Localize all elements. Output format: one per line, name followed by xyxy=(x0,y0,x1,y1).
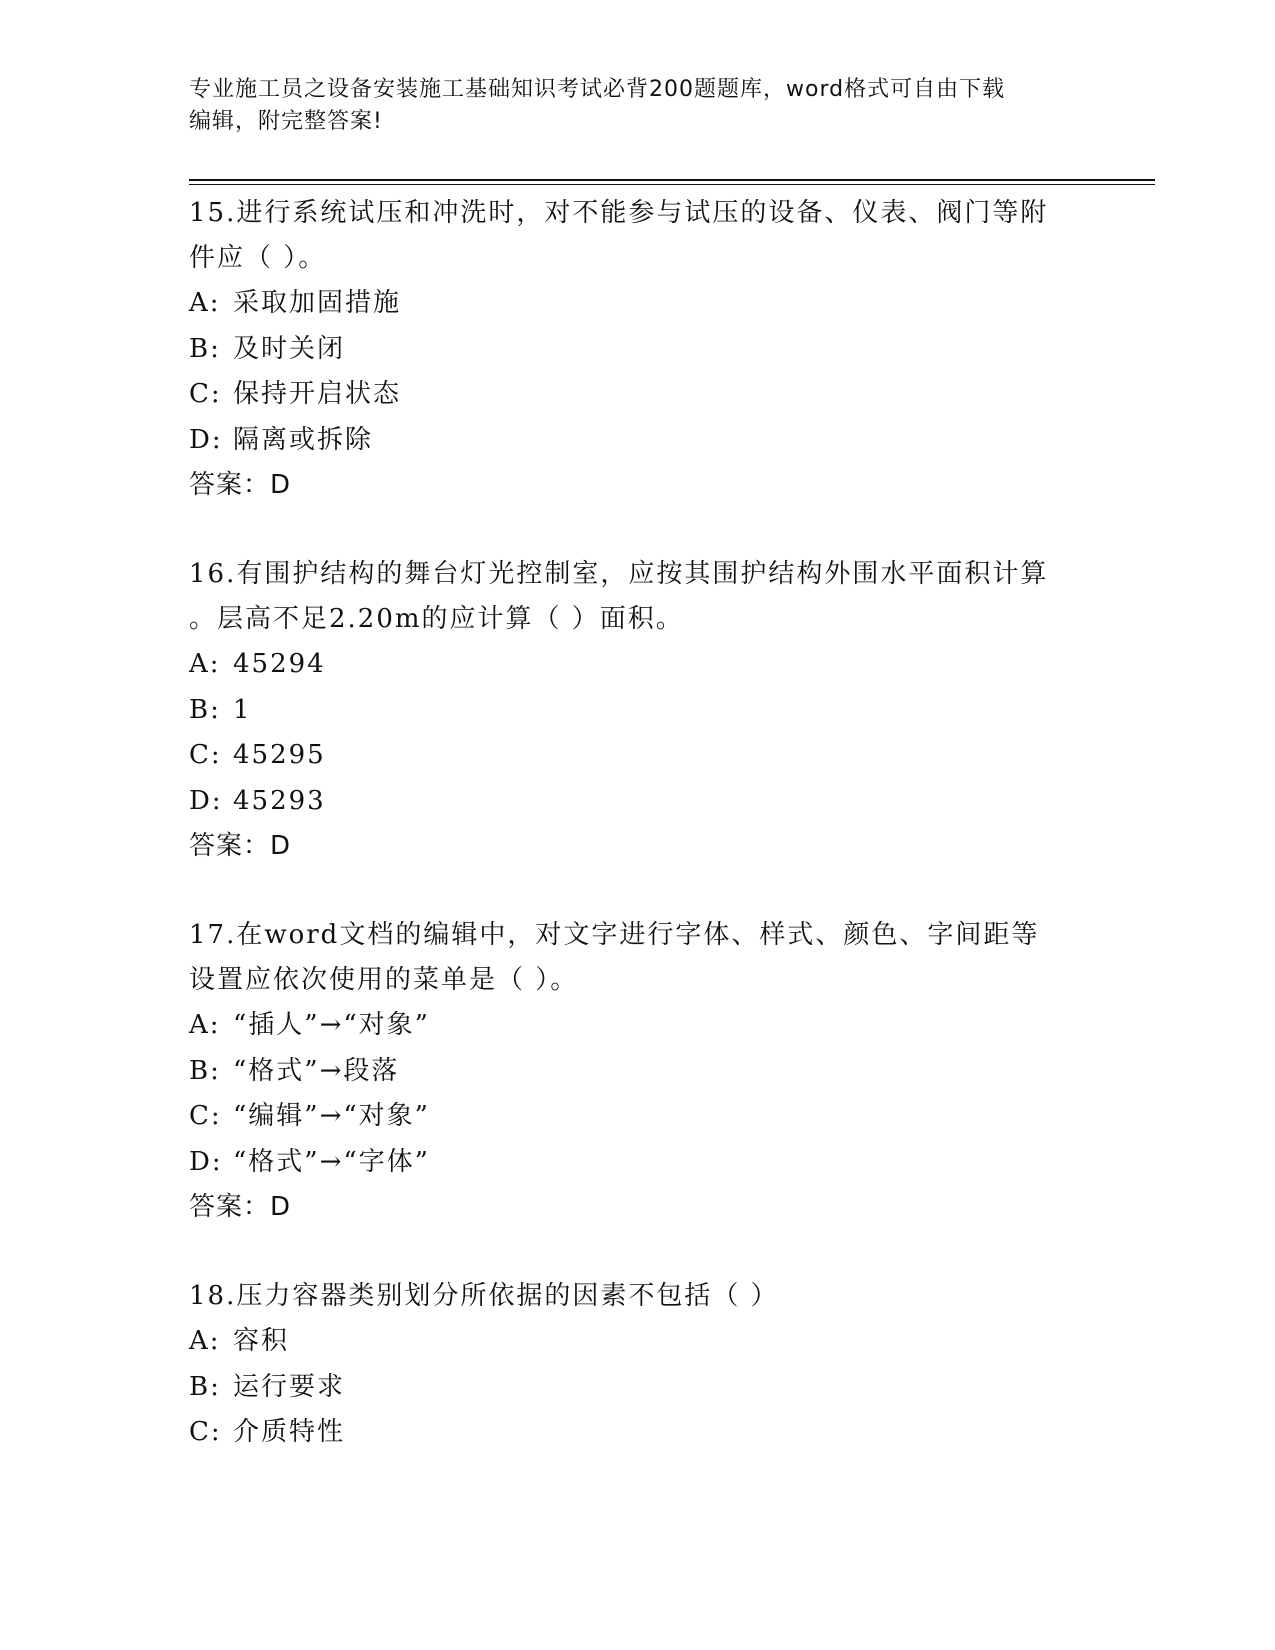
header-line-1: 专业施工员之设备安装施工基础知识考试必背200题题库，word格式可自由下载 xyxy=(189,77,1006,102)
question-16 xyxy=(189,552,1089,869)
option-text: 1 xyxy=(233,694,252,725)
option-b xyxy=(189,1049,1089,1095)
option-key: A: xyxy=(189,1326,221,1356)
option-text: 及时关闭 xyxy=(233,333,346,364)
option-key: A: xyxy=(189,1010,221,1040)
option-a xyxy=(189,281,1089,327)
question-list xyxy=(189,191,1089,1500)
option-key: C: xyxy=(189,740,222,770)
answer-line: 答案：D xyxy=(189,1192,292,1222)
option-key: D: xyxy=(189,1146,223,1177)
option-key: A: xyxy=(189,288,221,318)
option-c xyxy=(189,372,1089,418)
option-b xyxy=(189,688,1089,734)
answer-line: 答案：D xyxy=(189,470,292,500)
question-stem: 15.进行系统试压和冲洗时，对不能参与试压的设备、仪表、阀门等附 xyxy=(189,198,1049,228)
option-key: C: xyxy=(189,1101,222,1131)
option-key: C: xyxy=(189,379,222,409)
option-key: A: xyxy=(189,649,221,679)
option-d xyxy=(189,1140,1089,1186)
option-text: “插人”→“对象” xyxy=(233,1010,430,1040)
question-stem-continued: 件应（ ）。 xyxy=(189,243,327,273)
option-d xyxy=(189,418,1089,464)
option-b xyxy=(189,327,1089,373)
option-text: 容积 xyxy=(233,1326,290,1356)
option-key: B: xyxy=(189,1055,221,1086)
header-divider-thick xyxy=(189,179,1155,181)
option-key: B: xyxy=(189,694,221,725)
question-18 xyxy=(189,1274,1089,1456)
question-stem-continued: 。层高不足2.20m的应计算（ ）面积。 xyxy=(189,604,684,634)
option-c xyxy=(189,1094,1089,1140)
option-key: B: xyxy=(189,333,221,364)
question-17 xyxy=(189,913,1089,1230)
option-a xyxy=(189,1003,1089,1049)
option-text: 采取加固措施 xyxy=(233,288,402,318)
option-text: 隔离或拆除 xyxy=(233,424,374,455)
option-text: “格式”→“字体” xyxy=(233,1146,430,1177)
header-divider-thin xyxy=(189,184,1155,185)
option-c xyxy=(189,733,1089,779)
question-stem-continued: 设置应依次使用的菜单是（ ）。 xyxy=(189,965,579,995)
option-b xyxy=(189,1365,1089,1411)
option-a xyxy=(189,642,1089,688)
option-text: “格式”→段落 xyxy=(233,1055,400,1086)
option-a xyxy=(189,1319,1089,1365)
option-text: 保持开启状态 xyxy=(233,379,402,409)
question-stem: 17.在word文档的编辑中，对文字进行字体、样式、颜色、字间距等 xyxy=(189,920,1040,950)
option-key: C: xyxy=(189,1417,222,1447)
option-d xyxy=(189,779,1089,825)
answer-line: 答案：D xyxy=(189,831,292,861)
option-text: 运行要求 xyxy=(233,1371,346,1402)
document-header xyxy=(189,74,1089,138)
question-15 xyxy=(189,191,1089,508)
option-key: D: xyxy=(189,785,223,816)
option-text: 45295 xyxy=(233,740,326,770)
question-stem: 18.压力容器类别划分所依据的因素不包括（ ） xyxy=(189,1281,779,1311)
option-key: B: xyxy=(189,1371,221,1402)
option-text: 介质特性 xyxy=(233,1417,346,1447)
option-c xyxy=(189,1410,1089,1456)
option-key: D: xyxy=(189,424,223,455)
question-stem: 16.有围护结构的舞台灯光控制室，应按其围护结构外围水平面积计算 xyxy=(189,559,1049,589)
option-text: “编辑”→“对象” xyxy=(233,1101,430,1131)
option-text: 45294 xyxy=(233,649,326,679)
header-line-2: 编辑，附完整答案! xyxy=(189,109,383,134)
option-text: 45293 xyxy=(233,785,326,816)
